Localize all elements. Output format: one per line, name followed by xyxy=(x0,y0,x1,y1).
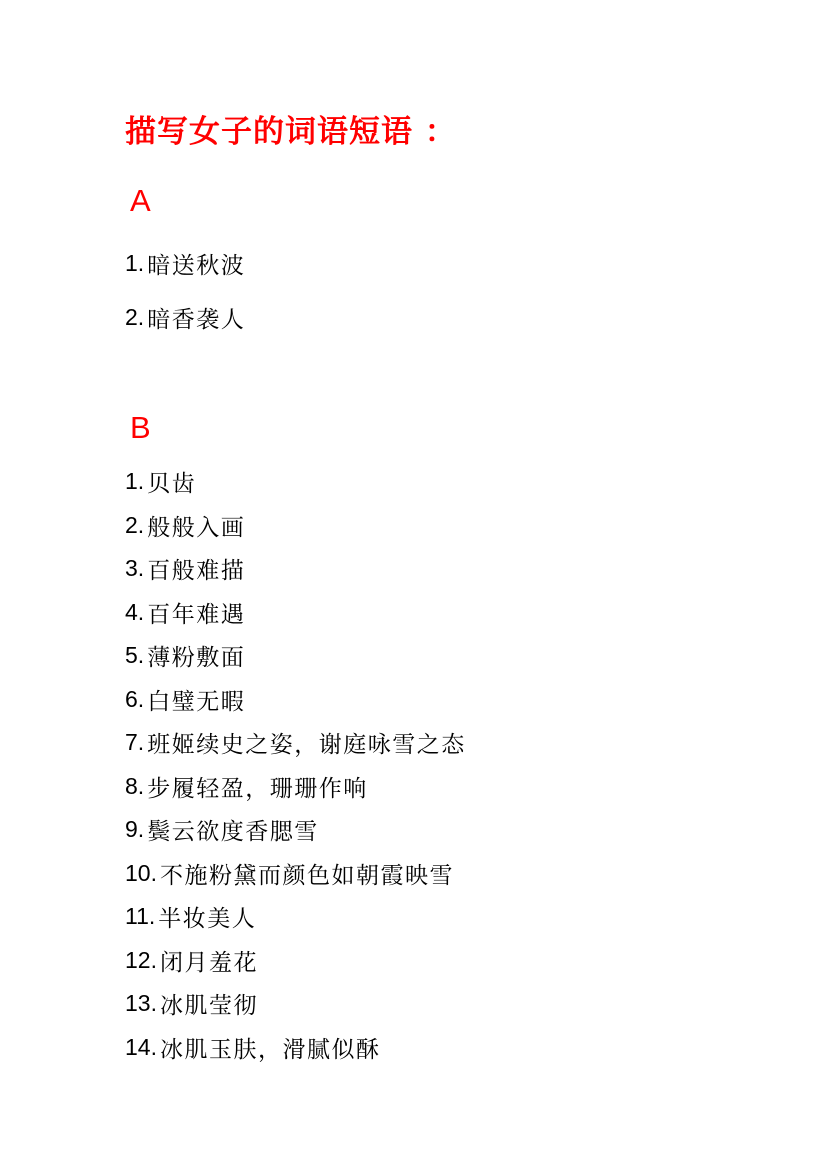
item-text: 鬓云欲度香腮雪 xyxy=(147,819,319,846)
list-item xyxy=(125,939,466,983)
item-number: 2. xyxy=(125,303,145,330)
item-number: 5. xyxy=(125,642,145,669)
list-item xyxy=(125,982,466,1026)
list-item xyxy=(125,290,245,344)
list-item xyxy=(125,1026,466,1070)
item-number: 6. xyxy=(125,685,145,712)
list-item xyxy=(125,460,466,504)
item-text: 百年难遇 xyxy=(147,601,246,628)
item-number: 4. xyxy=(125,598,145,625)
item-text: 百般难描 xyxy=(147,558,246,585)
item-text: 暗送秋波 xyxy=(147,252,246,279)
item-text: 贝齿 xyxy=(147,471,197,498)
list-item xyxy=(125,504,466,548)
list-item xyxy=(125,895,466,939)
item-number: 1. xyxy=(125,468,145,495)
item-text: 白璧无暇 xyxy=(147,688,246,715)
item-text: 暗香袭人 xyxy=(147,306,246,333)
item-text: 薄粉敷面 xyxy=(147,645,246,672)
page-title: 描写女子的词语短语 ： xyxy=(125,114,457,150)
item-number: 13. xyxy=(125,990,157,1017)
item-text: 不施粉黛而颜色如朝霞映雪 xyxy=(159,862,454,889)
section-heading-a: A xyxy=(130,183,151,218)
item-number: 14. xyxy=(125,1033,157,1060)
list-item xyxy=(125,236,245,290)
item-text: 半妆美人 xyxy=(158,906,257,933)
section-b-list xyxy=(125,460,466,1069)
list-item xyxy=(125,765,466,809)
list-item xyxy=(125,808,466,852)
item-text: 闭月羞花 xyxy=(159,949,258,976)
list-item xyxy=(125,634,466,678)
item-text: 般般入画 xyxy=(147,514,246,541)
item-number: 2. xyxy=(125,511,145,538)
section-heading-b: B xyxy=(130,410,151,445)
item-number: 8. xyxy=(125,772,145,799)
item-text: 步履轻盈，珊珊作响 xyxy=(147,775,368,802)
item-number: 3. xyxy=(125,555,145,582)
section-a-list xyxy=(125,236,245,344)
item-text: 班姬续史之姿，谢庭咏雪之态 xyxy=(147,732,466,759)
item-text: 冰肌玉肤，滑腻似酥 xyxy=(159,1036,381,1063)
item-number: 12. xyxy=(125,946,157,973)
item-number: 7. xyxy=(125,729,145,756)
list-item xyxy=(125,721,466,765)
list-item xyxy=(125,852,466,896)
item-number: 10. xyxy=(125,859,157,886)
list-item xyxy=(125,678,466,722)
list-item xyxy=(125,591,466,635)
item-number: 9. xyxy=(125,816,145,843)
list-item xyxy=(125,547,466,591)
item-text: 冰肌莹彻 xyxy=(159,993,258,1020)
item-number: 1. xyxy=(125,249,145,276)
item-number: 11. xyxy=(125,903,156,930)
